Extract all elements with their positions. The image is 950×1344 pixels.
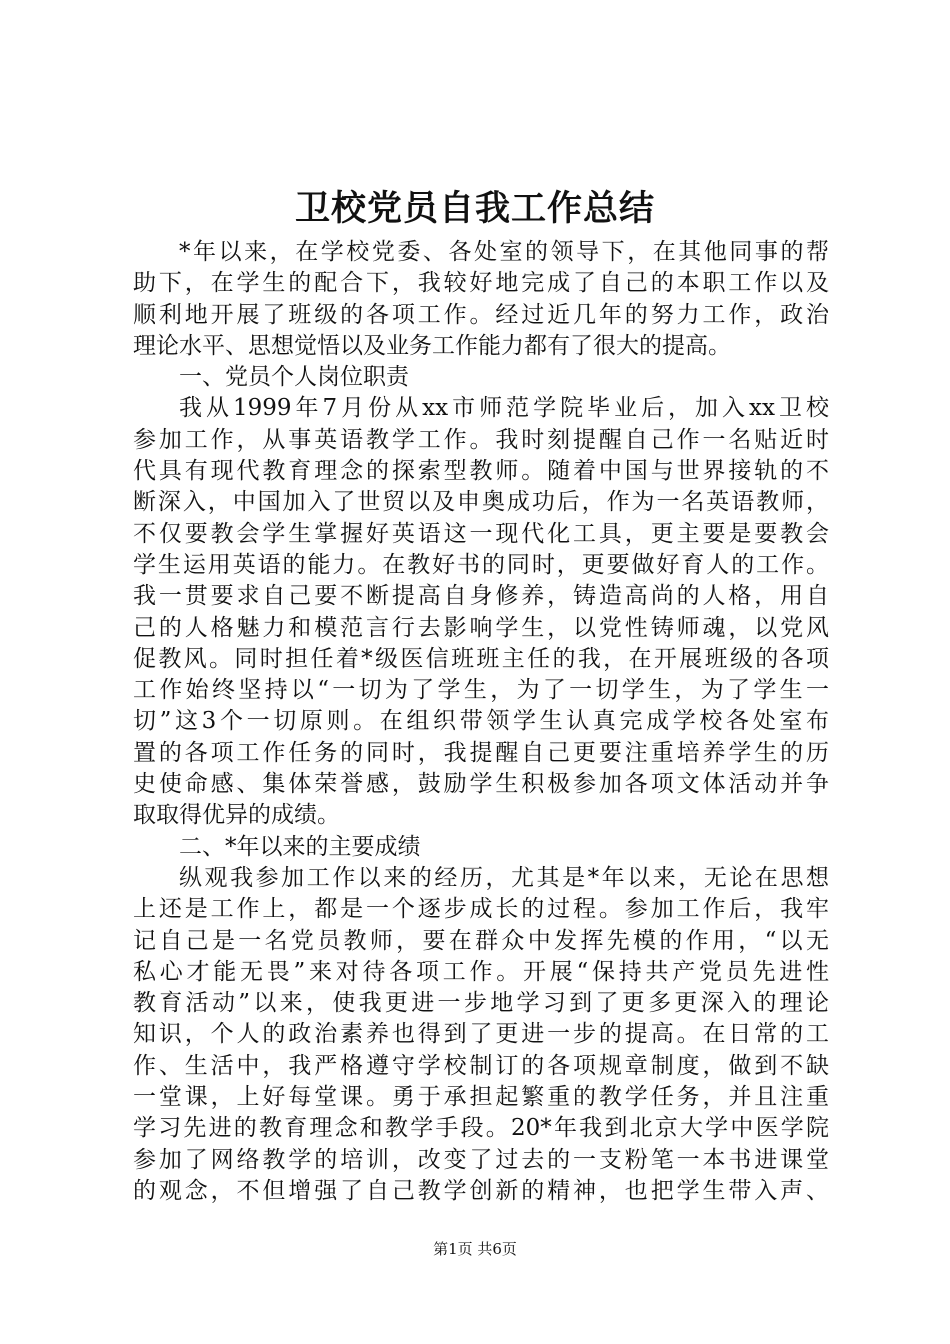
text-line: 知识，个人的政治素养也得到了更进一步的提高。在日常的工 [133, 1021, 829, 1048]
text-line: 史使命感、集体荣誉感，鼓励学生积极参加各项文体活动并争 [133, 771, 829, 798]
text-line: 我一贯要求自己要不断提高自身修养，铸造高尚的人格，用自 [133, 583, 829, 610]
text-line: 理论水平、思想觉悟以及业务工作能力都有了很大的提高。 [133, 332, 731, 359]
text-line: 学生运用英语的能力。在教好书的同时，更要做好育人的工作。 [133, 551, 829, 578]
text-line: 参加工作，从事英语教学工作。我时刻提醒自己作一名贴近时 [133, 426, 829, 453]
text-line: 纵观我参加工作以来的经历，尤其是*年以来，无论在思想 [179, 864, 829, 891]
text-line: 取取得优异的成绩。 [133, 802, 340, 829]
text-line: 教育活动”以来，使我更进一步地学习到了更多更深入的理论 [133, 990, 829, 1017]
document-title: 卫校党员自我工作总结 [294, 188, 655, 229]
text-line: 己的人格魅力和模范言行去影响学生，以党性铸师魂，以党风 [133, 614, 829, 641]
text-line: 私心才能无畏”来对待各项工作。开展“保持共产党员先进性 [133, 958, 829, 985]
text-line: 顺利地开展了班级的各项工作。经过近几年的努力工作，政治 [133, 301, 829, 328]
section-heading: 二、*年以来的主要成绩 [179, 833, 421, 860]
text-line: 参加了网络教学的培训，改变了过去的一支粉笔一本书进课堂 [133, 1146, 829, 1173]
text-line: 不仅要教会学生掌握好英语这一现代化工具，更主要是要教会 [133, 520, 829, 547]
text-line: 上还是工作上，都是一个逐步成长的过程。参加工作后，我牢 [133, 896, 829, 923]
text-line: 作、生活中，我严格遵守学校制订的各项规章制度，做到不缺 [133, 1052, 829, 1079]
text-line: 促教风。同时担任着*级医信班班主任的我，在开展班级的各项 [133, 645, 829, 672]
text-line: 工作始终坚持以“一切为了学生，为了一切学生，为了学生一 [133, 677, 829, 704]
text-line: *年以来，在学校党委、各处室的领导下，在其他同事的帮 [179, 239, 829, 265]
text-line: 助下，在学生的配合下，我较好地完成了自己的本职工作以及 [133, 270, 829, 297]
text-line: 学习先进的教育理念和教学手段。20*年我到北京大学中医学院 [133, 1115, 829, 1142]
text-line: 代具有现代教育理念的探索型教师。随着中国与世界接轨的不 [133, 458, 829, 485]
text-line: 我从1999年7月份从xx市师范学院毕业后，加入xx卫校 [179, 395, 829, 422]
text-line: 切”这3个一切原则。在组织带领学生认真完成学校各处室布 [133, 708, 829, 735]
text-line: 的观念，不但增强了自己教学创新的精神，也把学生带入声、 [133, 1177, 829, 1204]
page-footer: 第1页 共6页 [433, 1240, 517, 1258]
text-line: 断深入，中国加入了世贸以及申奥成功后，作为一名英语教师， [133, 489, 829, 516]
document-body [133, 237, 829, 1207]
text-line: 记自己是一名党员教师，要在群众中发挥先模的作用，“以无 [133, 927, 829, 954]
text-line: 置的各项工作任务的同时，我提醒自己更要注重培养学生的历 [133, 739, 829, 766]
section-heading: 一、党员个人岗位职责 [179, 364, 409, 391]
text-line: 一堂课，上好每堂课。勇于承担起繁重的教学任务，并且注重 [133, 1084, 829, 1111]
